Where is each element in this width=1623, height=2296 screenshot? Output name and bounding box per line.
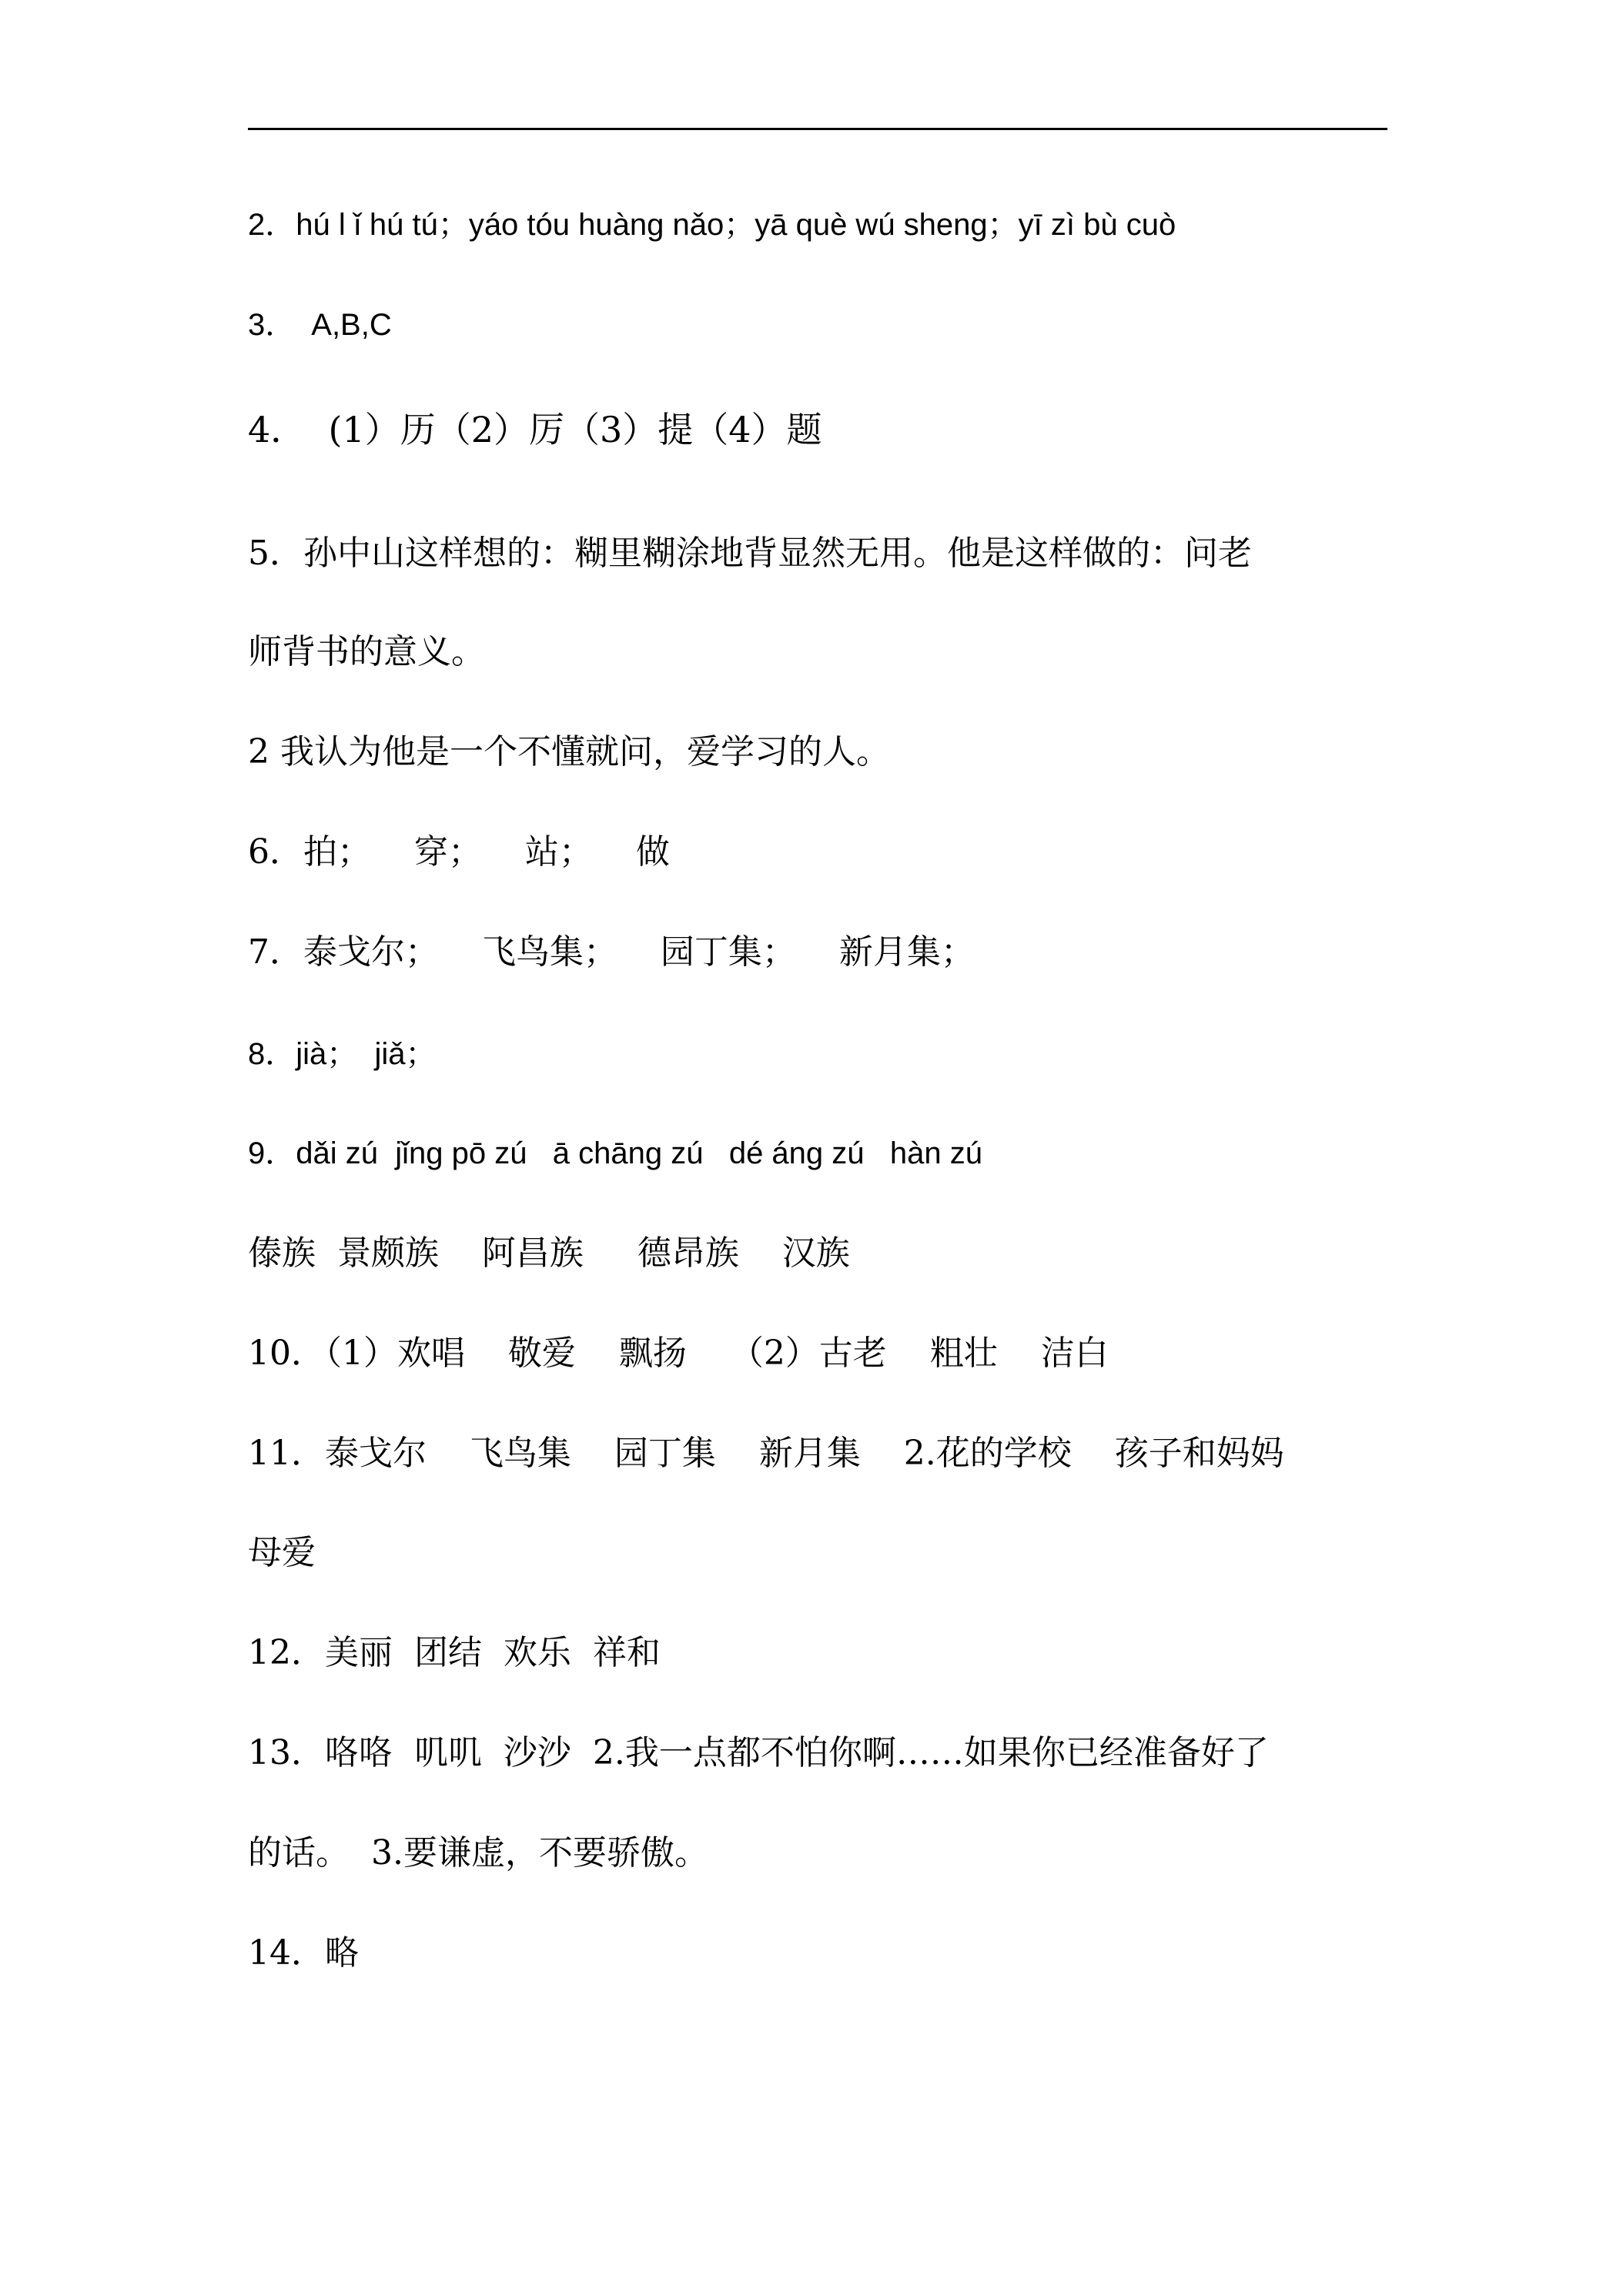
answer-13: 13．咯咯 叽叽 沙沙 2.我一点都不怕你啊……如果你已经准备好了 [248, 1733, 1269, 1772]
answer-8: 8．jià； jiǎ； [248, 1037, 437, 1071]
answer-10: 10．（1）欢唱 敬爱 飘扬 （2）古老 粗壮 洁白 [248, 1334, 1109, 1373]
answer-2: 2．hú l ǐ hú tú；yáo tóu huàng nǎo；yā què wú sheng；yī zì bù cuò [248, 208, 1176, 242]
answer-12: 12．美丽 团结 欢乐 祥和 [248, 1633, 661, 1672]
answer-5-part1: 5．孙中山这样想的：糊里糊涂地背显然无用。他是这样做的：问老 [248, 534, 1252, 573]
answer-14: 14．略 [248, 1933, 359, 1973]
answer-5-part1-cont: 师背书的意义。 [248, 632, 485, 671]
answer-5-part2: 2 我认为他是一个不懂就问，爱学习的人。 [248, 732, 890, 771]
answer-4: 4． (1）历（2）厉（3）提（4）题 [248, 409, 822, 450]
answer-7: 7．泰戈尔； 飞鸟集； 园丁集； 新月集； [248, 932, 975, 972]
answer-6: 6．拍； 穿； 站； 做 [248, 832, 670, 872]
answer-11: 11．泰戈尔 飞鸟集 园丁集 新月集 2.花的学校 孩子和妈妈 [248, 1434, 1284, 1473]
answer-13-cont: 的话。 3.要谦虚，不要骄傲。 [248, 1833, 708, 1873]
answer-11-cont: 母爱 [248, 1533, 316, 1572]
header-rule [248, 128, 1387, 130]
answer-9-pinyin: 9．dǎi zú jǐng pō zú ā chāng zú dé áng zú hàn zú [248, 1136, 982, 1170]
answer-3: 3． A,B,C [248, 308, 392, 342]
answer-9-hanzi: 傣族 景颇族 阿昌族 德昂族 汉族 [248, 1233, 850, 1273]
